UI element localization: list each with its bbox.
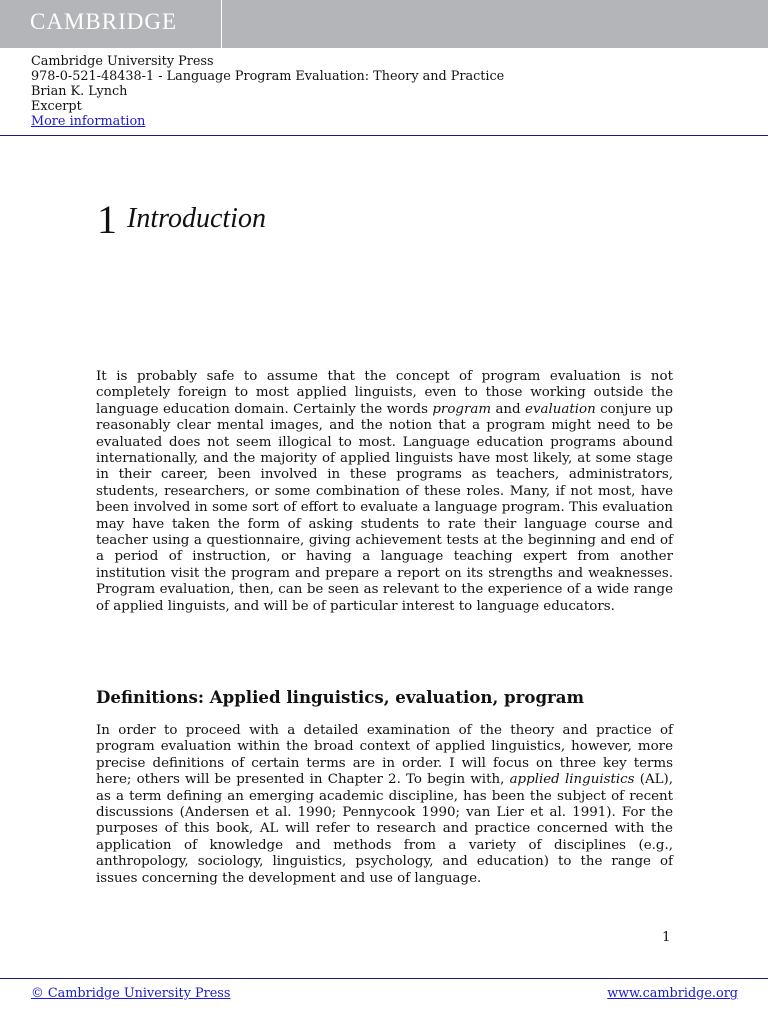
logo-box — [0, 0, 222, 48]
header-bar — [0, 0, 768, 48]
chapter-title: Introduction — [127, 203, 266, 234]
chapter-heading — [97, 196, 266, 244]
paragraph-text: In order to proceed with a detailed examination of the theory and practice of program evaluation within the broad context of applied linguistics, however, more precise definitions of certain terms are in order. I will focus on three key terms here; others will be presented in Chapter 2. To begin with, — [96, 723, 673, 788]
excerpt-label: Excerpt — [31, 99, 82, 114]
section-heading: Definitions: Applied linguistics, evaluation, program — [96, 687, 585, 707]
publisher-name: Cambridge University Press — [31, 54, 214, 69]
emphasis-program: program — [432, 401, 492, 417]
emphasis-applied-linguistics: applied linguistics — [509, 772, 635, 788]
chapter-number: 1 — [97, 197, 117, 242]
page-number: 1 — [662, 930, 671, 945]
intro-paragraph — [96, 369, 673, 615]
website-link[interactable]: www.cambridge.org — [607, 986, 738, 1001]
cambridge-logo[interactable]: CAMBRIDGE — [30, 9, 178, 34]
footer-divider — [0, 978, 768, 979]
definitions-paragraph — [96, 723, 673, 887]
paragraph-text: It is probably safe to assume that the concept of program evaluation is not completely foreign to most applied linguists, even to those working outside the language education domain. Certainly the words — [96, 369, 673, 417]
book-metadata — [31, 54, 731, 129]
paragraph-text: conjure up reasonably clear mental images, and the notion that a program might need to be evaluated does not seem illogical to most. Language education programs abound internationally, and the majority of applied linguists have most likely, at some stage in their career, been involved in these programs as teachers, administrators, students, researchers, or some combination of these roles. Many, if not most, have been involved in some sort of effort to evaluate a language program. This evaluation may have taken the form of asking students to rate their language course and teacher using a questionnaire, giving achievement tests at the beginning and end of a period of instruction, or having a language teaching expert from another institution visit the program and prepare a report on its strengths and weaknesses. Program evaluation, then, can be seen as relevant to the experience of a wide range of applied linguists, and will be of particular interest to language educators. — [96, 401, 673, 614]
emphasis-evaluation: evaluation — [525, 401, 596, 417]
copyright-link[interactable]: © Cambridge University Press — [31, 986, 231, 1001]
header-divider — [0, 135, 768, 136]
author-name: Brian K. Lynch — [31, 84, 128, 99]
paragraph-text: and — [491, 401, 526, 417]
isbn-title: 978-0-521-48438-1 - Language Program Evaluation: Theory and Practice — [31, 69, 505, 84]
paragraph-text: (AL), as a term defining an emerging academic discipline, has been the subject of recent discussions (Andersen et al. 1990; Pennycook 1990; van Lier et al. 1991). For the purposes of this book, AL will refer to research and practice concerned with the application of knowledge and methods from a variety of disciplines (e.g., anthropology, sociology, linguistics, psychology, and education) to the range of issues concerning the development and use of language. — [96, 772, 673, 886]
more-information-link[interactable]: More information — [31, 114, 146, 129]
